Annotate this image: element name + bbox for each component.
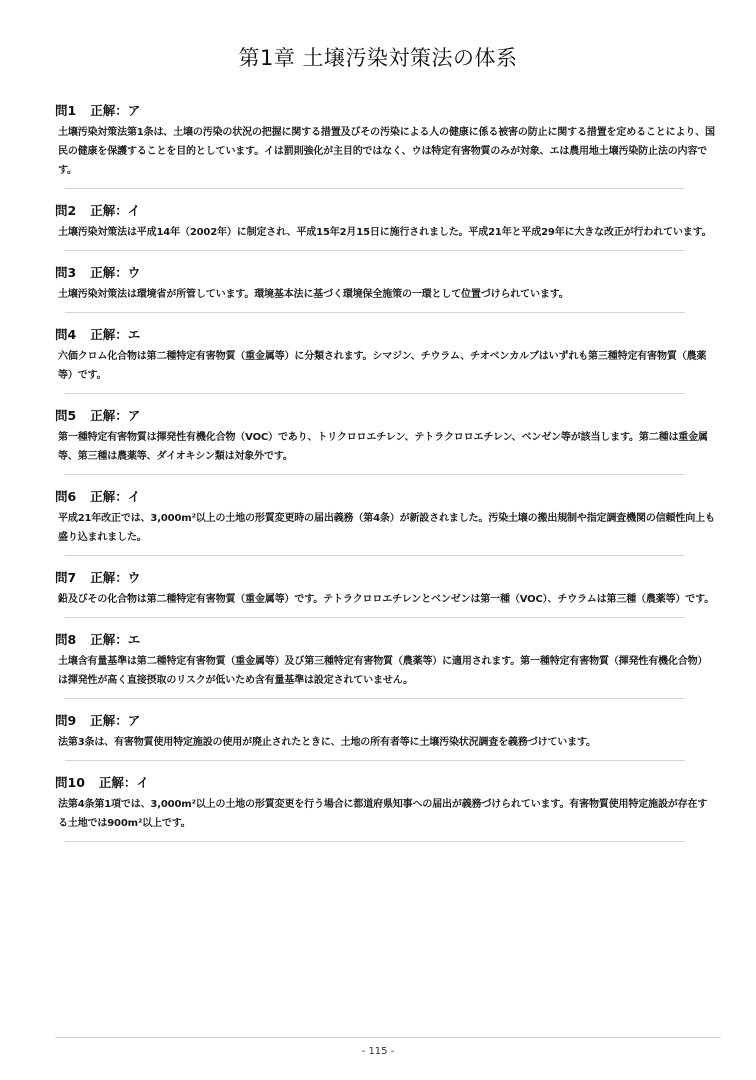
answer-item <box>55 487 715 556</box>
item-divider <box>65 841 685 842</box>
explanation-text: 土壌汚染対策法は環境省が所管しています。環境基本法に基づく環境保全施策の一環として位置づけられています。 <box>58 289 569 300</box>
answer-header <box>55 487 715 507</box>
correct-answer: 正解：エ <box>90 632 141 647</box>
question-number: 問10 <box>55 775 85 790</box>
question-number: 問4 <box>55 327 77 342</box>
explanation-text: 土壌含有量基準は第二種特定有害物質（重金属等）及び第三種特定有害物質（農薬等）に適用されます。第一種特定有害物質（揮発性有機化合物）は揮発性が高く直接摂取のリスクが低いため含有量基準は設定されていません。 <box>58 656 708 686</box>
answer-header <box>55 201 715 221</box>
item-divider <box>65 250 685 251</box>
item-divider <box>65 555 685 556</box>
correct-answer: 正解：イ <box>98 775 149 790</box>
page-title: 第1章 土壌汚染対策法の体系 <box>238 46 518 70</box>
question-number: 問6 <box>55 489 77 504</box>
answer-item <box>55 568 715 618</box>
answer-item <box>55 201 715 251</box>
answer-header <box>55 711 715 731</box>
answer-header <box>55 263 715 283</box>
explanation-text: 法第3条は、有害物質使用特定施設の使用が廃止されたときに、土地の所有者等に土壌汚染状況調査を義務づけています。 <box>58 737 596 748</box>
answer-header <box>55 406 715 426</box>
answer-item <box>55 263 715 313</box>
footer-divider <box>55 1037 721 1038</box>
answer-header <box>55 773 715 793</box>
explanation-text: 土壌汚染対策法は平成14年（2002年）に制定され、平成15年2月15日に施行されました。平成21年と平成29年に大きな改正が行われています。 <box>58 227 712 238</box>
correct-answer: 正解：ウ <box>90 570 141 585</box>
explanation-text: 鉛及びその化合物は第二種特定有害物質（重金属等）です。テトラクロロエチレンとベンゼンは第一種（VOC）、チウラムは第三種（農薬等）です。 <box>58 594 715 605</box>
explanation-text: 六価クロム化合物は第二種特定有害物質（重金属等）に分類されます。シマジン、チウラム、チオベンカルブはいずれも第三種特定有害物質（農薬等）です。 <box>58 351 707 381</box>
answer-item <box>55 630 715 699</box>
page-number: - 115 - <box>361 1046 395 1057</box>
item-divider <box>65 312 685 313</box>
explanation-text: 法第4条第1項では、3,000m²以上の土地の形質変更を行う場合に都道府県知事への届出が義務づけられています。有害物質使用特定施設が存在する土地では900m²以上です。 <box>58 799 708 829</box>
item-divider <box>65 617 685 618</box>
answer-list <box>55 101 715 854</box>
explanation-text: 土壌汚染対策法第1条は、土壌の汚染の状況の把握に関する措置及びその汚染による人の健康に係る被害の防止に関する措置を定めることにより、国民の健康を保護することを目的としています。イは罰則強化が主目的ではなく、ウは特定有害物質のみが対象、エは農用地土壌汚染防止法の内容です。 <box>58 127 715 176</box>
question-number: 問2 <box>55 203 77 218</box>
answer-item <box>55 711 715 761</box>
item-divider <box>65 188 685 189</box>
item-divider <box>65 393 685 394</box>
item-divider <box>65 474 685 475</box>
correct-answer: 正解：エ <box>90 327 141 342</box>
answer-header <box>55 101 715 121</box>
question-number: 問9 <box>55 713 77 728</box>
correct-answer: 正解：イ <box>90 203 141 218</box>
correct-answer: 正解：ア <box>90 408 141 423</box>
answer-item <box>55 406 715 475</box>
question-number: 問7 <box>55 570 77 585</box>
correct-answer: 正解：イ <box>90 489 141 504</box>
item-divider <box>65 760 685 761</box>
question-number: 問1 <box>55 103 77 118</box>
answer-item <box>55 773 715 842</box>
explanation-text: 平成21年改正では、3,000m²以上の土地の形質変更時の届出義務（第4条）が新設されました。汚染土壌の搬出規制や指定調査機関の信頼性向上も盛り込まれました。 <box>58 513 715 543</box>
item-divider <box>65 698 685 699</box>
explanation-text: 第一種特定有害物質は揮発性有機化合物（VOC）であり、トリクロロエチレン、テトラクロロエチレン、ベンゼン等が該当します。第二種は重金属等、第三種は農薬等、ダイオキシン類は対象外です。 <box>58 432 708 462</box>
answer-header <box>55 325 715 345</box>
question-number: 問8 <box>55 632 77 647</box>
correct-answer: 正解：ア <box>90 103 141 118</box>
answer-header <box>55 630 715 650</box>
correct-answer: 正解：ア <box>90 713 141 728</box>
answer-item <box>55 101 715 189</box>
question-number: 問3 <box>55 265 77 280</box>
question-number: 問5 <box>55 408 77 423</box>
answer-header <box>55 568 715 588</box>
answer-item <box>55 325 715 394</box>
correct-answer: 正解：ウ <box>90 265 141 280</box>
